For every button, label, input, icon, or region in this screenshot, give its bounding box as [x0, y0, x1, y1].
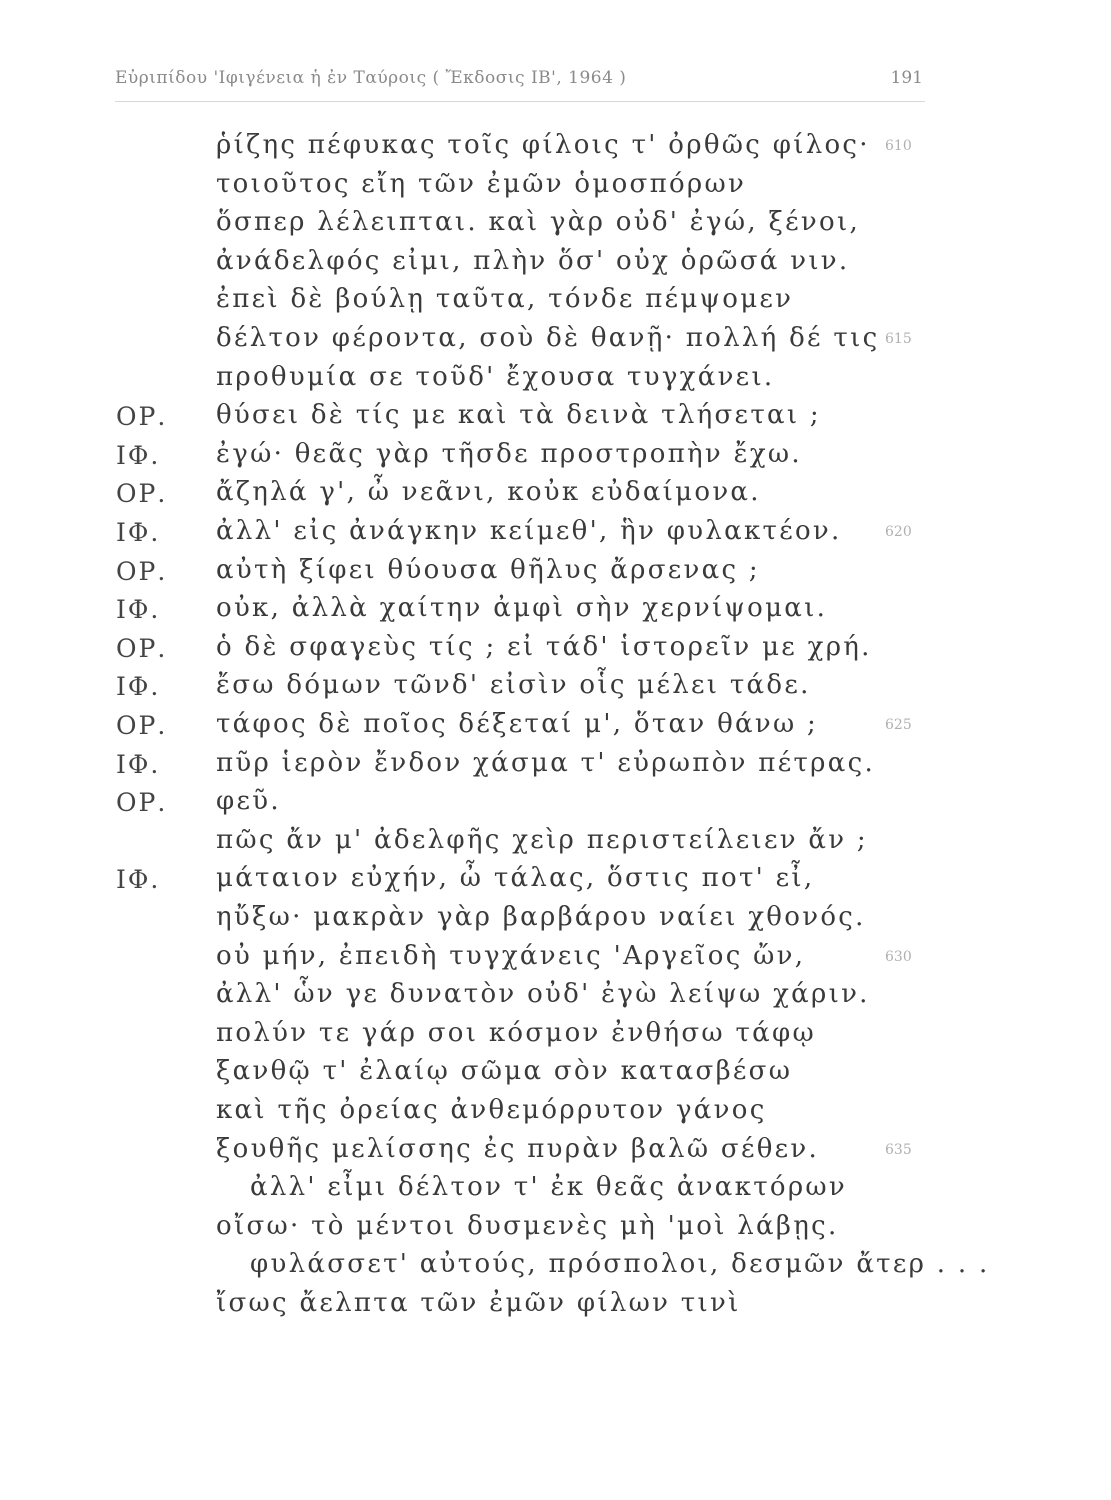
header-divider — [115, 101, 925, 102]
running-header — [115, 68, 923, 94]
verse-line — [0, 1134, 1111, 1174]
verse-text: αὐτὴ ξίφει θύουσα θῆλυς ἄρσενας ; — [216, 554, 760, 585]
verse-text: πολύν τε γάρ σοι κόσμον ἐνθήσω τάφῳ — [216, 1017, 817, 1048]
verse-text: ἀλλ' εἶμι δέλτον τ' ἐκ θεᾶς ἀνακτόρων — [250, 1172, 848, 1203]
speaker-label: ΙΦ. — [116, 518, 161, 547]
verse-line — [0, 246, 1111, 286]
verse-text: ἐπεὶ δὲ βούλῃ ταῦτα, τόνδε πέμψομεν — [216, 284, 794, 315]
verse-line — [0, 284, 1111, 324]
verse-text: ηὔξω· μακρὰν γὰρ βαρβάρου ναίει χθονός. — [216, 902, 866, 932]
line-number: 635 — [885, 1141, 912, 1158]
verse-text: ἄζηλά γ', ὦ νεᾶνι, κοὐκ εὐδαίμονα. — [216, 477, 761, 508]
speaker-label: ΟΡ. — [116, 479, 168, 509]
verse-line — [0, 439, 1111, 479]
verse-line — [0, 825, 1111, 865]
line-number: 615 — [885, 331, 912, 347]
page-number: 191 — [890, 68, 923, 88]
verse-text: φεῦ. — [216, 786, 281, 817]
speaker-label: ΟΡ. — [116, 711, 168, 740]
speaker-label: ΟΡ. — [116, 788, 168, 818]
verse-text: οὐκ, ἀλλὰ χαίτην ἀμφὶ σὴν χερνίψομαι. — [216, 593, 828, 624]
verse-text: προθυμία σε τοῦδ' ἔχουσα τυγχάνει. — [216, 361, 775, 392]
verse-line — [0, 1211, 1111, 1251]
verse-text: μάταιον εὐχήν, ὦ τάλας, ὅστις ποτ' εἶ, — [216, 863, 815, 894]
verse-text: οὐ μήν, ἐπειδὴ τυγχάνεις 'Αργεῖος ὤν, — [216, 940, 806, 971]
verse-line — [0, 400, 1111, 440]
verse-text: δέλτον φέροντα, σοὺ δὲ θανῇ· πολλή δέ τις — [216, 323, 880, 353]
verse-line — [0, 786, 1111, 826]
verse-text: πῶς ἄν μ' ἀδελφῆς χεὶρ περιστείλειεν ἄν ; — [216, 824, 868, 855]
line-number: 625 — [885, 717, 912, 733]
verse-line — [0, 1172, 1111, 1212]
verse-line — [0, 1288, 1111, 1328]
speaker-label: ΟΡ. — [116, 556, 168, 586]
verse-line — [0, 555, 1111, 595]
verse-text: καὶ τῆς ὀρείας ἀνθεμόρρυτον γάνος — [216, 1095, 767, 1125]
line-number: 610 — [885, 138, 912, 154]
verse-line — [0, 130, 1111, 170]
verse-line — [0, 863, 1111, 903]
running-title: Εὐριπίδου 'Ιφιγένεια ἡ ἐν Ταύροις ( Ἔκδοσις ΙΒ', 1964 ) — [115, 68, 627, 88]
verse-text: πῦρ ἱερὸν ἔνδον χάσμα τ' εὐρωπὸν πέτρας. — [216, 747, 876, 778]
speaker-label: ΙΦ. — [116, 749, 161, 779]
verse-line — [0, 207, 1111, 247]
line-number: 630 — [885, 948, 912, 965]
verse-text: φυλάσσετ' αὐτούς, πρόσπολοι, δεσμῶν ἄτερ . . . — [250, 1249, 990, 1280]
speaker-label: ΙΦ. — [116, 595, 161, 625]
verse-line — [0, 979, 1111, 1019]
speaker-label: ΟΡ. — [116, 402, 168, 432]
verse-line — [0, 169, 1111, 209]
verse-line — [0, 902, 1111, 942]
verse-text: τάφος δὲ ποῖος δέξεταί μ', ὅταν θάνω ; — [216, 709, 819, 739]
verse-line — [0, 1018, 1111, 1058]
verse-line — [0, 1095, 1111, 1135]
verse-line — [0, 362, 1111, 402]
verse-text: ξουθῆς μελίσσης ἐς πυρὰν βαλῶ σέθεν. — [216, 1133, 820, 1164]
line-number: 620 — [885, 524, 912, 540]
verse-line — [0, 1249, 1111, 1289]
verse-text: ἔσω δόμων τῶνδ' εἰσὶν οἷς μέλει τάδε. — [216, 670, 811, 701]
verse-line — [0, 709, 1111, 749]
verse-text: τοιοῦτος εἴη τῶν ἐμῶν ὁμοσπόρων — [216, 168, 747, 199]
verse-text: ῥίζης πέφυκας τοῖς φίλοις τ' ὀρθῶς φίλος· — [216, 130, 870, 160]
verse-line — [0, 477, 1111, 517]
verse-line — [0, 593, 1111, 633]
verse-text: ἐγώ· θεᾶς γὰρ τῆσδε προστροπὴν ἔχω. — [216, 438, 802, 469]
verse-text: ἴσως ἄελπτα τῶν ἐμῶν φίλων τινὶ — [216, 1288, 741, 1318]
verse-line — [0, 941, 1111, 981]
verse-line — [0, 748, 1111, 788]
verse-text: ὅσπερ λέλειπται. καὶ γὰρ οὐδ' ἐγώ, ξένοι, — [216, 207, 861, 238]
verse-text: ἀνάδελφός εἰμι, πλὴν ὅσ' οὐχ ὁρῶσά νιν. — [216, 245, 850, 276]
verse-line — [0, 1056, 1111, 1096]
verse-text: ὁ δὲ σφαγεὺς τίς ; εἰ τάδ' ἱστορεῖν με χρή. — [216, 631, 872, 662]
speaker-label: ΙΦ. — [116, 865, 161, 895]
verse-text: ξανθῷ τ' ἐλαίῳ σῶμα σὸν κατασβέσω — [216, 1056, 793, 1087]
verse-text: ἀλλ' ὧν γε δυνατὸν οὐδ' ἐγὼ λείψω χάριν. — [216, 979, 870, 1010]
speaker-label: ΙΦ. — [116, 440, 161, 470]
speaker-label: ΟΡ. — [116, 633, 168, 663]
verse-text: ἀλλ' εἰς ἀνάγκην κείμεθ', ἣν φυλακτέον. — [216, 516, 842, 546]
verse-line — [0, 323, 1111, 363]
verse-line — [0, 516, 1111, 556]
verse-line — [0, 670, 1111, 710]
verse-line — [0, 632, 1111, 672]
speaker-label: ΙΦ. — [116, 672, 161, 702]
verse-text: θύσει δὲ τίς με καὶ τὰ δεινὰ τλήσεται ; — [216, 400, 821, 431]
verse-text: οἴσω· τὸ μέντοι δυσμενὲς μὴ 'μοὶ λάβῃς. — [216, 1210, 839, 1241]
